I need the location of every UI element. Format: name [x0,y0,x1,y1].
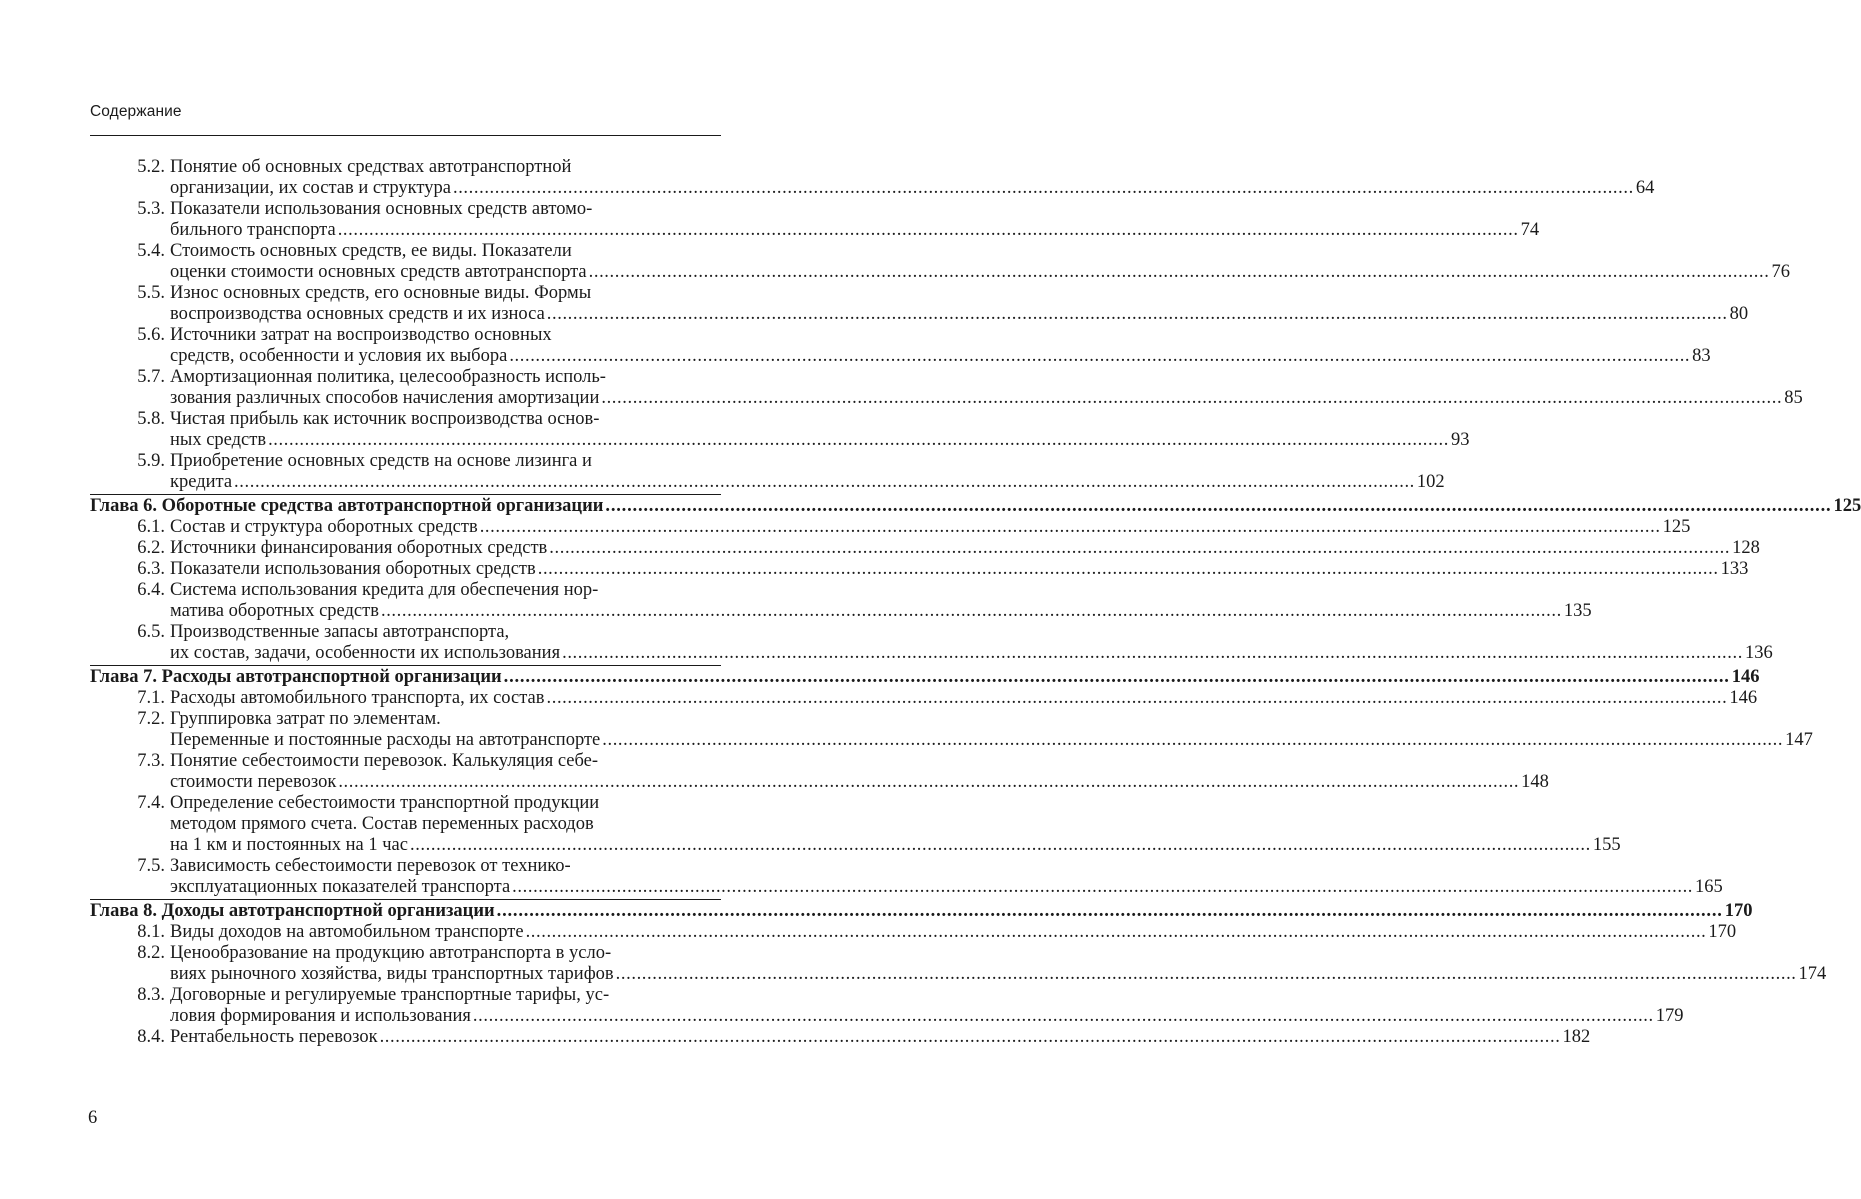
section-title-line: Зависимость себестоимости перевозок от технико- [170,856,571,876]
section-title-line: воспроизводства основных средств и их износа [170,304,545,324]
dot-leader [338,220,1519,241]
section-number: 6.3. [137,559,165,579]
section-title-line: зования различных способов начисления амортизации [170,388,600,408]
toc-entry [90,325,1711,367]
toc-entry [90,709,1813,751]
section-number: 7.1. [137,688,165,708]
toc-entry [90,367,1803,409]
dot-leader [526,922,1707,943]
section-page: 76 [1771,262,1790,282]
section-title-line: Показатели использования оборотных средств [170,559,536,579]
section-title-line: Определение себестоимости транспортной продукции [170,793,600,813]
dot-leader [453,178,1634,199]
chapter-page: 146 [1731,667,1760,687]
dot-leader [547,304,1728,325]
section-page: 147 [1785,730,1813,750]
dot-leader [473,1006,1654,1027]
dot-leader [562,643,1743,664]
section-page: 80 [1729,304,1749,324]
section-number: 6.4. [137,580,165,600]
section-title-line: Показатели использования основных средств автомо- [170,199,593,219]
section-title-line: Стоимость основных средств, ее виды. Показатели [170,241,572,261]
section-title-line: Виды доходов на автомобильном транспорте [170,922,524,942]
section-number: 5.3. [137,199,165,219]
section-page: 170 [1708,922,1737,942]
table-of-contents [90,157,1861,1048]
section-number: 7.2. [137,709,165,729]
dot-leader [601,388,1782,409]
dot-leader [616,964,1797,985]
toc-entry [90,241,1790,283]
section-page: 135 [1563,601,1592,621]
dot-leader [547,688,1728,709]
section-title-line: виях рыночного хозяйства, виды транспортных тарифов [170,964,614,984]
dot-leader [480,517,1661,538]
section-page: 125 [1662,517,1691,537]
section-title-line: Договорные и регулируемые транспортные тарифы, ус- [170,985,610,1005]
dot-leader [512,877,1693,898]
dot-leader [381,601,1562,622]
section-number: 6.2. [137,538,165,558]
toc-entry [90,688,1758,709]
section-number: 8.4. [137,1027,165,1047]
section-number: 5.9. [137,451,165,471]
dot-leader [538,559,1719,580]
dot-leader [268,430,1449,451]
section-title-line: их состав, задачи, особенности их использования [170,643,561,663]
section-page: 148 [1521,772,1549,792]
toc-chapter [90,899,1753,922]
section-page: 174 [1798,964,1827,984]
section-title-line: Понятие об основных средствах автотранспортной [170,157,572,177]
section-title-line: Амортизационная политика, целесообразность исполь- [170,367,606,387]
section-title-line: стоимости перевозок [170,772,337,792]
section-title-line: Расходы автомобильного транспорта, их состав [170,688,545,708]
section-title-line: Источники финансирования оборотных средств [170,538,548,558]
section-number: 5.5. [137,283,165,303]
section-title-line: Износ основных средств, его основные виды. Формы [170,283,592,303]
section-title-line: эксплуатационных показателей транспорта [170,877,511,897]
section-title-line: на 1 км и постоянных на 1 час [170,835,408,855]
section-number: 7.4. [137,793,165,813]
section-title-line: Чистая прибыль как источник воспроизводства основ- [170,409,600,429]
section-page: 128 [1732,538,1760,558]
chapter-page: 125 [1833,496,1861,516]
section-title-line: Производственные запасы автотранспорта, [170,622,510,642]
toc-entry [90,1027,1591,1048]
dot-leader [234,472,1415,493]
toc-entry [90,517,1691,538]
section-title-line: Источники затрат на воспроизводство основных [170,325,552,345]
section-title-line: Состав и структура оборотных средств [170,517,478,537]
section-title-line: Переменные и постоянные расходы на автотранспорте [170,730,601,750]
toc-entry [90,580,1592,622]
section-title-line: бильного транспорта [170,220,336,240]
toc-entry [90,559,1749,580]
dot-leader [410,835,1591,856]
section-number: 8.3. [137,985,165,1005]
section-page: 64 [1635,178,1655,198]
section-title-line: ловия формирования и использования [170,1006,471,1026]
toc-entry [90,751,1549,793]
toc-entry [90,283,1749,325]
toc-entry [90,793,1621,856]
section-number: 6.1. [137,517,165,537]
toc-entry [90,157,1655,199]
section-number: 6.5. [137,622,165,642]
section-title-line: ных средств [170,430,267,450]
toc-entry [90,922,1737,943]
section-page: 133 [1720,559,1749,579]
toc-chapter [90,494,1861,517]
dot-leader [338,772,1519,793]
toc-entry [90,622,1773,664]
section-title-line: матива оборотных средств [170,601,379,621]
section-title-line: организации, их состав и структура [170,178,451,198]
section-number: 5.4. [137,241,165,261]
section-title-line: методом прямого счета. Состав переменных расходов [170,814,594,834]
toc-entry [90,199,1540,241]
dot-leader [504,667,1730,688]
section-title-line: Группировка затрат по элементам. [170,709,441,729]
section-page: 179 [1655,1006,1684,1026]
section-page: 102 [1416,472,1445,492]
chapter-title: Глава 6. Оборотные средства автотранспортной организации [90,496,604,516]
section-page: 85 [1784,388,1803,408]
dot-leader [509,346,1690,367]
toc-entry [90,451,1445,493]
dot-leader [380,1027,1561,1048]
dot-leader [605,496,1831,517]
section-title-line: кредита [170,472,233,492]
section-number: 7.5. [137,856,165,876]
toc-entry [90,985,1684,1027]
section-title-line: оценки стоимости основных средств автотранспорта [170,262,587,282]
toc-entry [90,538,1760,559]
chapter-page: 170 [1724,901,1753,921]
section-title-line: Система использования кредита для обеспечения нор- [170,580,599,600]
section-page: 165 [1695,877,1723,897]
section-title-line: Рентабельность перевозок [170,1027,378,1047]
dot-leader [549,538,1730,559]
toc-entry [90,856,1723,898]
dot-leader [497,901,1723,922]
section-page: 155 [1592,835,1621,855]
section-number: 5.7. [137,367,165,387]
page-number: 6 [88,1108,98,1128]
dot-leader [589,262,1770,283]
section-page: 146 [1729,688,1758,708]
section-page: 74 [1520,220,1540,240]
section-title-line: Понятие себестоимости перевозок. Калькуляция себе- [170,751,599,771]
section-number: 8.1. [137,922,165,942]
dot-leader [602,730,1783,751]
section-page: 83 [1692,346,1711,366]
section-page: 182 [1562,1027,1591,1047]
section-title-line: Приобретение основных средств на основе лизинга и [170,451,592,471]
section-page: 93 [1450,430,1470,450]
section-title-line: Ценообразование на продукцию автотранспорта в усло- [170,943,612,963]
header-divider [90,135,721,136]
chapter-title: Глава 8. Доходы автотранспортной организации [90,901,495,921]
running-header: Содержание [90,103,182,120]
section-number: 5.2. [137,157,165,177]
section-number: 8.2. [137,943,165,963]
section-page: 136 [1744,643,1773,663]
section-number: 7.3. [137,751,165,771]
chapter-title: Глава 7. Расходы автотранспортной организации [90,667,502,687]
toc-chapter [90,665,1760,688]
section-number: 5.6. [137,325,165,345]
toc-entry [90,943,1827,985]
section-number: 5.8. [137,409,165,429]
toc-entry [90,409,1470,451]
section-title-line: средств, особенности и условия их выбора [170,346,508,366]
